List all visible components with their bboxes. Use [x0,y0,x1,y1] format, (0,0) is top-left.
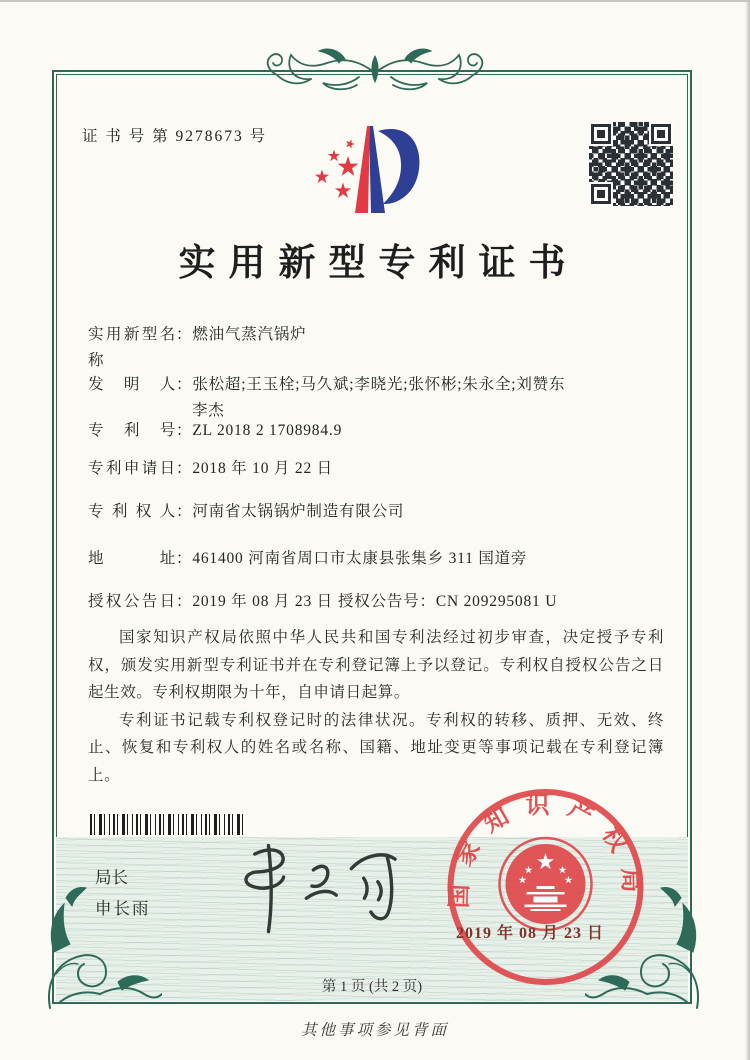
legal-text [88,624,664,789]
cnipa-logo-icon [300,106,465,236]
field-row-inventors [88,372,565,424]
field-grant-number [338,589,557,615]
field-row-address [88,546,527,572]
field-colon: ： [176,460,193,477]
field-row-name [88,322,306,374]
field-label: 专利权人 [88,503,176,520]
legal-paragraph-1: 国家知识产权局依照中华人民共和国专利法经过初步审查，决定授予专利权，颁发实用新型专利证书并在专利登记簿上予以登记。专利权自授权公告之日起生效。专利权期限为十年，自申请日起算。 [88,629,664,701]
qr-finder-icon [651,124,671,144]
field-label: 实用新型名称 [88,326,176,369]
seal-agency-text: 国家知识产权局 [446,792,645,909]
field-value: CN 209295081 U [435,593,558,610]
legal-paragraph-2: 专利证书记载专利权登记时的法律状况。专利权的转移、质押、无效、终止、恢复和专利权人的姓名或名称、国籍、地址变更等事项记载在专利登记簿上。 [88,711,664,784]
field-value: 2018 年 10 月 22 日 [192,460,333,477]
official-seal [443,787,648,992]
field-value: 燃油气蒸汽锅炉 [192,326,307,343]
field-label: 授权公告日 [88,593,176,610]
qr-finder-icon [591,184,611,204]
field-row-filing-date [88,456,333,482]
field-label: 专利申请日 [88,460,176,477]
field-colon: ： [176,376,193,393]
field-label: 授权公告号 [338,593,420,610]
field-value: 河南省太锅锅炉制造有限公司 [192,503,405,520]
page-number: 第 1 页 (共 2 页) [321,979,423,995]
qr-finder-icon [591,124,611,144]
barcode [90,814,244,835]
field-colon: ： [176,422,193,439]
field-value: 张松超;王玉栓;马久斌;李晓光;张怀彬;朱永全;刘赞东 [192,376,566,393]
field-value: ZL 2018 2 1708984.9 [192,422,343,439]
field-value: 2019 年 08 月 23 日 [192,593,333,610]
officer-title: 局长 [95,869,128,887]
field-label: 专利号 [88,422,176,439]
field-colon: ： [176,326,193,343]
field-colon: ： [176,593,193,610]
certificate-number: 证 书 号 第 9278673 号 [82,128,268,145]
field-label: 发明人 [88,376,176,393]
field-label: 地址 [88,550,176,567]
back-note: 其他事项参见背面 [300,1022,449,1039]
qr-code [589,122,673,206]
officer-name: 申长雨 [95,900,151,918]
national-emblem-icon [500,838,592,930]
field-row-grant [88,589,668,615]
director-signature [216,835,409,942]
certificate-title: 实用新型专利证书 [178,243,579,284]
field-colon: ： [176,503,193,520]
field-value-wrap: 李杰 [192,402,225,419]
field-row-patent-number [88,418,342,444]
seal-date: 2019 年 08 月 23 日 [455,925,604,942]
field-colon: ： [419,593,436,610]
field-row-patentee [88,499,404,525]
field-value: 461400 河南省周口市太康县张集乡 311 国道旁 [192,550,528,567]
field-colon: ： [176,550,193,567]
